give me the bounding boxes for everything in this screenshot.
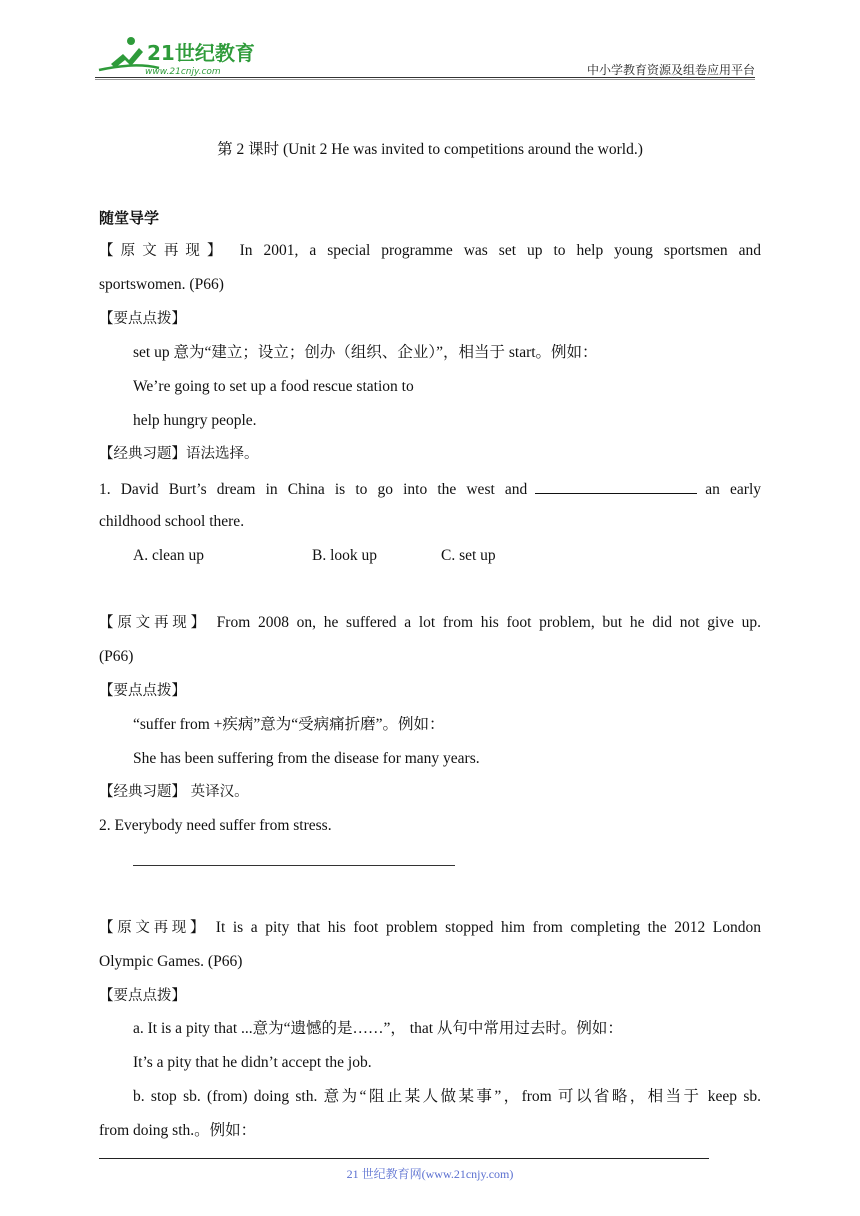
example-3a: It’s a pity that he didn’t accept the job. bbox=[133, 1054, 372, 1071]
example-1-cont: help hungry people. bbox=[133, 412, 257, 429]
key-point-2: “suffer from +疾病”意为“受病痛折磨”。例如： bbox=[133, 716, 445, 733]
key-point-3b: b. stop sb. (from) doing sth. 意为“阻止某人做某事”，from 可以省略，相当于 keep sb. bbox=[133, 1088, 761, 1105]
section-heading: 随堂导学 bbox=[99, 209, 160, 227]
original-text-2-cont: (P66) bbox=[99, 648, 134, 665]
answer-blank[interactable] bbox=[535, 478, 697, 494]
question-1: 1. David Burt’s dream in China is to go into the west and an early bbox=[99, 478, 761, 500]
header-rule-secondary bbox=[95, 79, 755, 80]
key-point-tag-1: 【要点点拨】 bbox=[99, 311, 186, 327]
svg-text:21世纪教育: 21世纪教育 bbox=[147, 41, 255, 65]
original-text-2: 【原文再现】 From 2008 on, he suffered a lot from his foot problem, but he did not give up. bbox=[99, 614, 761, 631]
exercise-tag-1: 【经典习题】语法选择。 bbox=[99, 446, 259, 462]
key-point-3b-cont: from doing sth.。例如： bbox=[99, 1122, 257, 1139]
header-rule bbox=[95, 77, 755, 78]
exercise-tag-2: 【经典习题】 英译汉。 bbox=[99, 784, 249, 800]
key-point-3a: a. It is a pity that ...意为“遗憾的是……”， that 从句中常用过去时。例如： bbox=[133, 1020, 623, 1037]
platform-tagline: 中小学教育资源及组卷应用平台 bbox=[586, 63, 755, 77]
example-2: She has been suffering from the disease for many years. bbox=[133, 750, 480, 767]
lesson-title: 第 2 课时 (Unit 2 He was invited to competitions around the world.) bbox=[217, 141, 643, 158]
original-text-3-cont: Olympic Games. (P66) bbox=[99, 953, 243, 970]
option-b[interactable]: B. look up bbox=[312, 547, 378, 564]
question-2: 2. Everybody need suffer from stress. bbox=[99, 817, 332, 834]
option-c[interactable]: C. set up bbox=[441, 547, 496, 564]
original-text-3: 【原文再现】 It is a pity that his foot problem stopped him from completing the 2012 London bbox=[99, 919, 761, 936]
question-1-cont: childhood school there. bbox=[99, 513, 245, 530]
footer-rule bbox=[99, 1158, 709, 1159]
svg-text:www.21cnjy.com: www.21cnjy.com bbox=[145, 67, 221, 77]
original-text-1-cont: sportswomen. (P66) bbox=[99, 276, 224, 293]
original-text-1: 【原文再现】 In 2001, a special programme was set up to help young sportsmen and bbox=[99, 242, 762, 259]
option-a[interactable]: A. clean up bbox=[133, 547, 205, 564]
example-1: We’re going to set up a food rescue station to bbox=[133, 378, 414, 395]
key-point-1: set up 意为“建立；设立；创办（组织、企业）”，相当于 start。例如： bbox=[133, 344, 598, 361]
footer-link[interactable]: 21 世纪教育网(www.21cnjy.com) bbox=[346, 1167, 514, 1181]
site-logo bbox=[95, 34, 260, 78]
key-point-tag-3: 【要点点拨】 bbox=[99, 988, 186, 1004]
key-point-tag-2: 【要点点拨】 bbox=[99, 683, 186, 699]
answer-line[interactable] bbox=[133, 865, 455, 866]
